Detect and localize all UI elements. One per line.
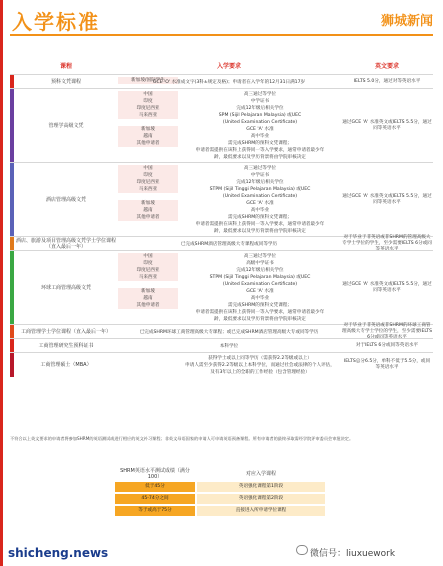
region-label: 新加坡/国际学生 [118, 77, 178, 84]
table-row [10, 250, 433, 324]
requirement-text: 本科学位 [219, 343, 239, 349]
course-name: 环球工商管理高级文凭 [40, 284, 91, 291]
course-name: 酒店管理高级文凭 [45, 196, 86, 203]
requirement-text: 龄，最低要求以及学历背景将由学院审核决定 [214, 317, 306, 322]
english-requirement: 通过GCE 'A' 水准英文或IELTS 5.5分，通过同等英语水平 [342, 281, 432, 293]
region-label: 新加坡 [118, 126, 178, 133]
brand-logo: 狮城新闻 [380, 14, 433, 29]
requirement-text: 高中毕业 [250, 208, 270, 213]
col-course: 课程 [59, 63, 72, 70]
requirement-text: 完成12年级后相关学位 [236, 268, 284, 273]
requirement-text: GCE 'A' 水准 [246, 127, 274, 132]
page-title: 入学标准 [12, 10, 100, 34]
course-name: 工商管理硕士（MBA） [40, 362, 92, 368]
requirement-text: GCE 'A' 水准 [246, 201, 274, 206]
table-row [10, 74, 433, 88]
region-label: 印度 [118, 98, 178, 105]
table-row [10, 324, 433, 338]
row-color-bar [10, 89, 14, 162]
wechat-icon [296, 545, 308, 555]
requirement-text: STPM (Sijil Tinggi Pelajaran Malaysia) 或UEC [209, 187, 311, 192]
col-english: 英文要求 [374, 63, 399, 70]
requirement-text: 高级中学证书 [246, 261, 274, 266]
row-color-bar [10, 251, 14, 324]
course-name: 管理学高级文凭 [48, 122, 84, 129]
requirement-text: 高中毕业 [250, 134, 270, 139]
requirement-text: 高三通过等学位 [243, 166, 277, 171]
requirement-text: 及有3年以上的全职的工作经验（包含管理经验） [210, 370, 310, 375]
footnote: 不符合以上英文要求的申请者将参加SHRM的英语测试或进行相应的英文补习课程；非英文母语国家的申请人可申请英语预备课程。所有申请者的最终录取需经学院评审委员会审批决定。 [10, 436, 354, 441]
requirement-text: STPM (Sijil Tinggi Pelajaran Malaysia) 或UEC [209, 275, 311, 280]
english-requirement: 通过GCE 'A' 水准英文或IELTS 5.5分，通过同等英语水平 [342, 119, 432, 131]
requirement-text: 完成12年级后相关学位 [236, 180, 284, 185]
english-requirement: IELTS总分6.5分，单科不低于5.5分，或同等英语水平 [343, 359, 431, 370]
row-color-bar [10, 237, 14, 250]
region-label: 新加坡 [118, 288, 178, 295]
english-requirement: IELTS 5.0分，通过对等英语水平 [353, 78, 421, 84]
row-color-bar [10, 163, 14, 236]
requirement-text: 中学证书 [250, 99, 270, 104]
requirement-text: 需完成SHRM的预科文凭课程； [227, 303, 293, 308]
requirement-text: 高三通过等学位 [243, 92, 277, 97]
region-label: 中国 [118, 91, 178, 98]
region-label: 中国 [118, 253, 178, 260]
table-row [10, 88, 433, 162]
requirement-text: 龄，最低要求以及学历背景将由学院审核决定 [214, 155, 306, 160]
score-row [115, 482, 325, 492]
score-range: 45-74分之间 [115, 494, 195, 504]
requirement-text: 高中毕业 [250, 296, 270, 301]
score-head-2: 对应入学课程 [245, 471, 276, 477]
table-row [10, 352, 433, 377]
requirement-text: 申请者需提供在该科上获得同一等入学要求，通常申请者最少年 [195, 310, 325, 315]
score-course: 英语强化课程第1阶段 [197, 482, 325, 492]
requirement-text: GCE 'A' 水准 [246, 289, 274, 294]
region-label: 印度 [118, 172, 178, 179]
requirement-text: (United Examination Certificate) [222, 282, 298, 287]
region-label: 其他申请者 [118, 302, 178, 309]
requirement-text: (United Examination Certificate) [222, 120, 298, 125]
region-label: 印度尼西亚 [118, 105, 178, 112]
left-accent-bar [0, 0, 3, 566]
course-name: 工商管理学士学位课程（直入最后一年） [20, 328, 111, 335]
english-requirement: 对于IELTS 6分或同等英语水平 [355, 342, 419, 348]
course-name: 酒店、旅游及项目管理高级文凭学士学位课程（直入最后一年） [16, 237, 117, 250]
score-range: 低于45分 [115, 482, 195, 492]
header-divider [10, 34, 433, 36]
col-requirement: 入学要求 [216, 63, 241, 70]
requirement-text: (United Examination Certificate) [222, 194, 298, 199]
course-name: 工商管理研究生预科证书 [38, 342, 94, 349]
region-label: 越南 [118, 133, 178, 140]
requirement-text: 申请者需提供在该科上获得同一等入学要求，通常申请者最少年 [195, 148, 325, 153]
page-header [10, 6, 433, 34]
row-color-bar [10, 325, 14, 338]
footer-wechat: 微信号：liuxuework [310, 549, 396, 559]
row-color-bar [10, 75, 14, 88]
region-label: 中国 [118, 165, 178, 172]
row-color-bar [10, 339, 14, 352]
region-label: 马来西亚 [118, 186, 178, 193]
region-label: 新加坡 [118, 200, 178, 207]
region-label: 其他申请者 [118, 140, 178, 147]
requirement-text: 申请者需提供在该科上获得同一等入学要求，通常申请者最少年 [195, 222, 325, 227]
region-label: 印度尼西亚 [118, 267, 178, 274]
requirement-text: 已完成SHRM环球工商管理高级大专课程；或已完成SHRM酒店管理高级大专或同等学历 [139, 329, 319, 335]
requirement-text: 需完成SHRM的预科文凭课程； [227, 215, 293, 220]
english-requirement: 对于毕业于非英语或非SHRM的管理高级大专学士学位的学生，至少需要IELTS 6分或同等英语水平 [342, 234, 432, 252]
table-row [10, 236, 433, 250]
requirement-text: 获得学士或以上同等学历（需获得2.2等级或以上） [208, 356, 312, 361]
course-name: 预科文凭课程 [50, 78, 81, 85]
requirement-text: 中学证书 [250, 173, 270, 178]
region-label: 越南 [118, 207, 178, 214]
english-requirement: 通过GCE 'A' 水准英文或IELTS 5.5分，通过同等英语水平 [342, 193, 432, 205]
requirement-text: 申请人需至少获得2.2等级以上本科学位，而通过社会或法律的个人评估， [185, 363, 335, 368]
region-label: 印度 [118, 260, 178, 267]
requirement-text: SPM (Sijil Pelajaran Malaysia) 或UEC [218, 113, 302, 118]
table-row [10, 338, 433, 352]
score-range: 等于或高于75分 [115, 506, 195, 516]
requirement-text: 需完成SHRM的预科文凭课程； [227, 141, 293, 146]
requirement-text: 完成12年级后相关学位 [236, 106, 284, 111]
requirement-text: GCE 'O' 水准成文字(3科±规定及格)；申请者在入学年的12月31日满17岁 [152, 79, 306, 85]
region-label: 马来西亚 [118, 112, 178, 119]
score-head-1: SHRM英语水平测试成绩（满分100） [120, 468, 190, 480]
requirement-text: 已完成SHRM酒店管理高级大专课程或同等学历 [180, 241, 278, 247]
region-label: 印度尼西亚 [118, 179, 178, 186]
row-color-bar [10, 353, 14, 377]
footer-site: shicheng.news [8, 546, 109, 560]
region-label: 其他申请者 [118, 214, 178, 221]
region-label: 马来西亚 [118, 274, 178, 281]
table-header [10, 62, 433, 72]
requirement-text: 高三通过等学位 [243, 254, 277, 259]
english-requirement: 对于毕业于非英语或非SHRM的环球工商管理高级大专学士学位的学生，至少需要IELTS 6分或同等英语水平 [342, 322, 433, 340]
score-row [115, 494, 325, 504]
region-label: 越南 [118, 295, 178, 302]
table-row [10, 162, 433, 236]
score-course: 英语强化课程第2阶段 [197, 494, 325, 504]
score-course: 直接进入所申请学位课程 [197, 506, 325, 516]
requirement-text: 龄，最低要求以及学历背景将由学院审核决定 [214, 229, 306, 234]
score-row [115, 506, 325, 516]
